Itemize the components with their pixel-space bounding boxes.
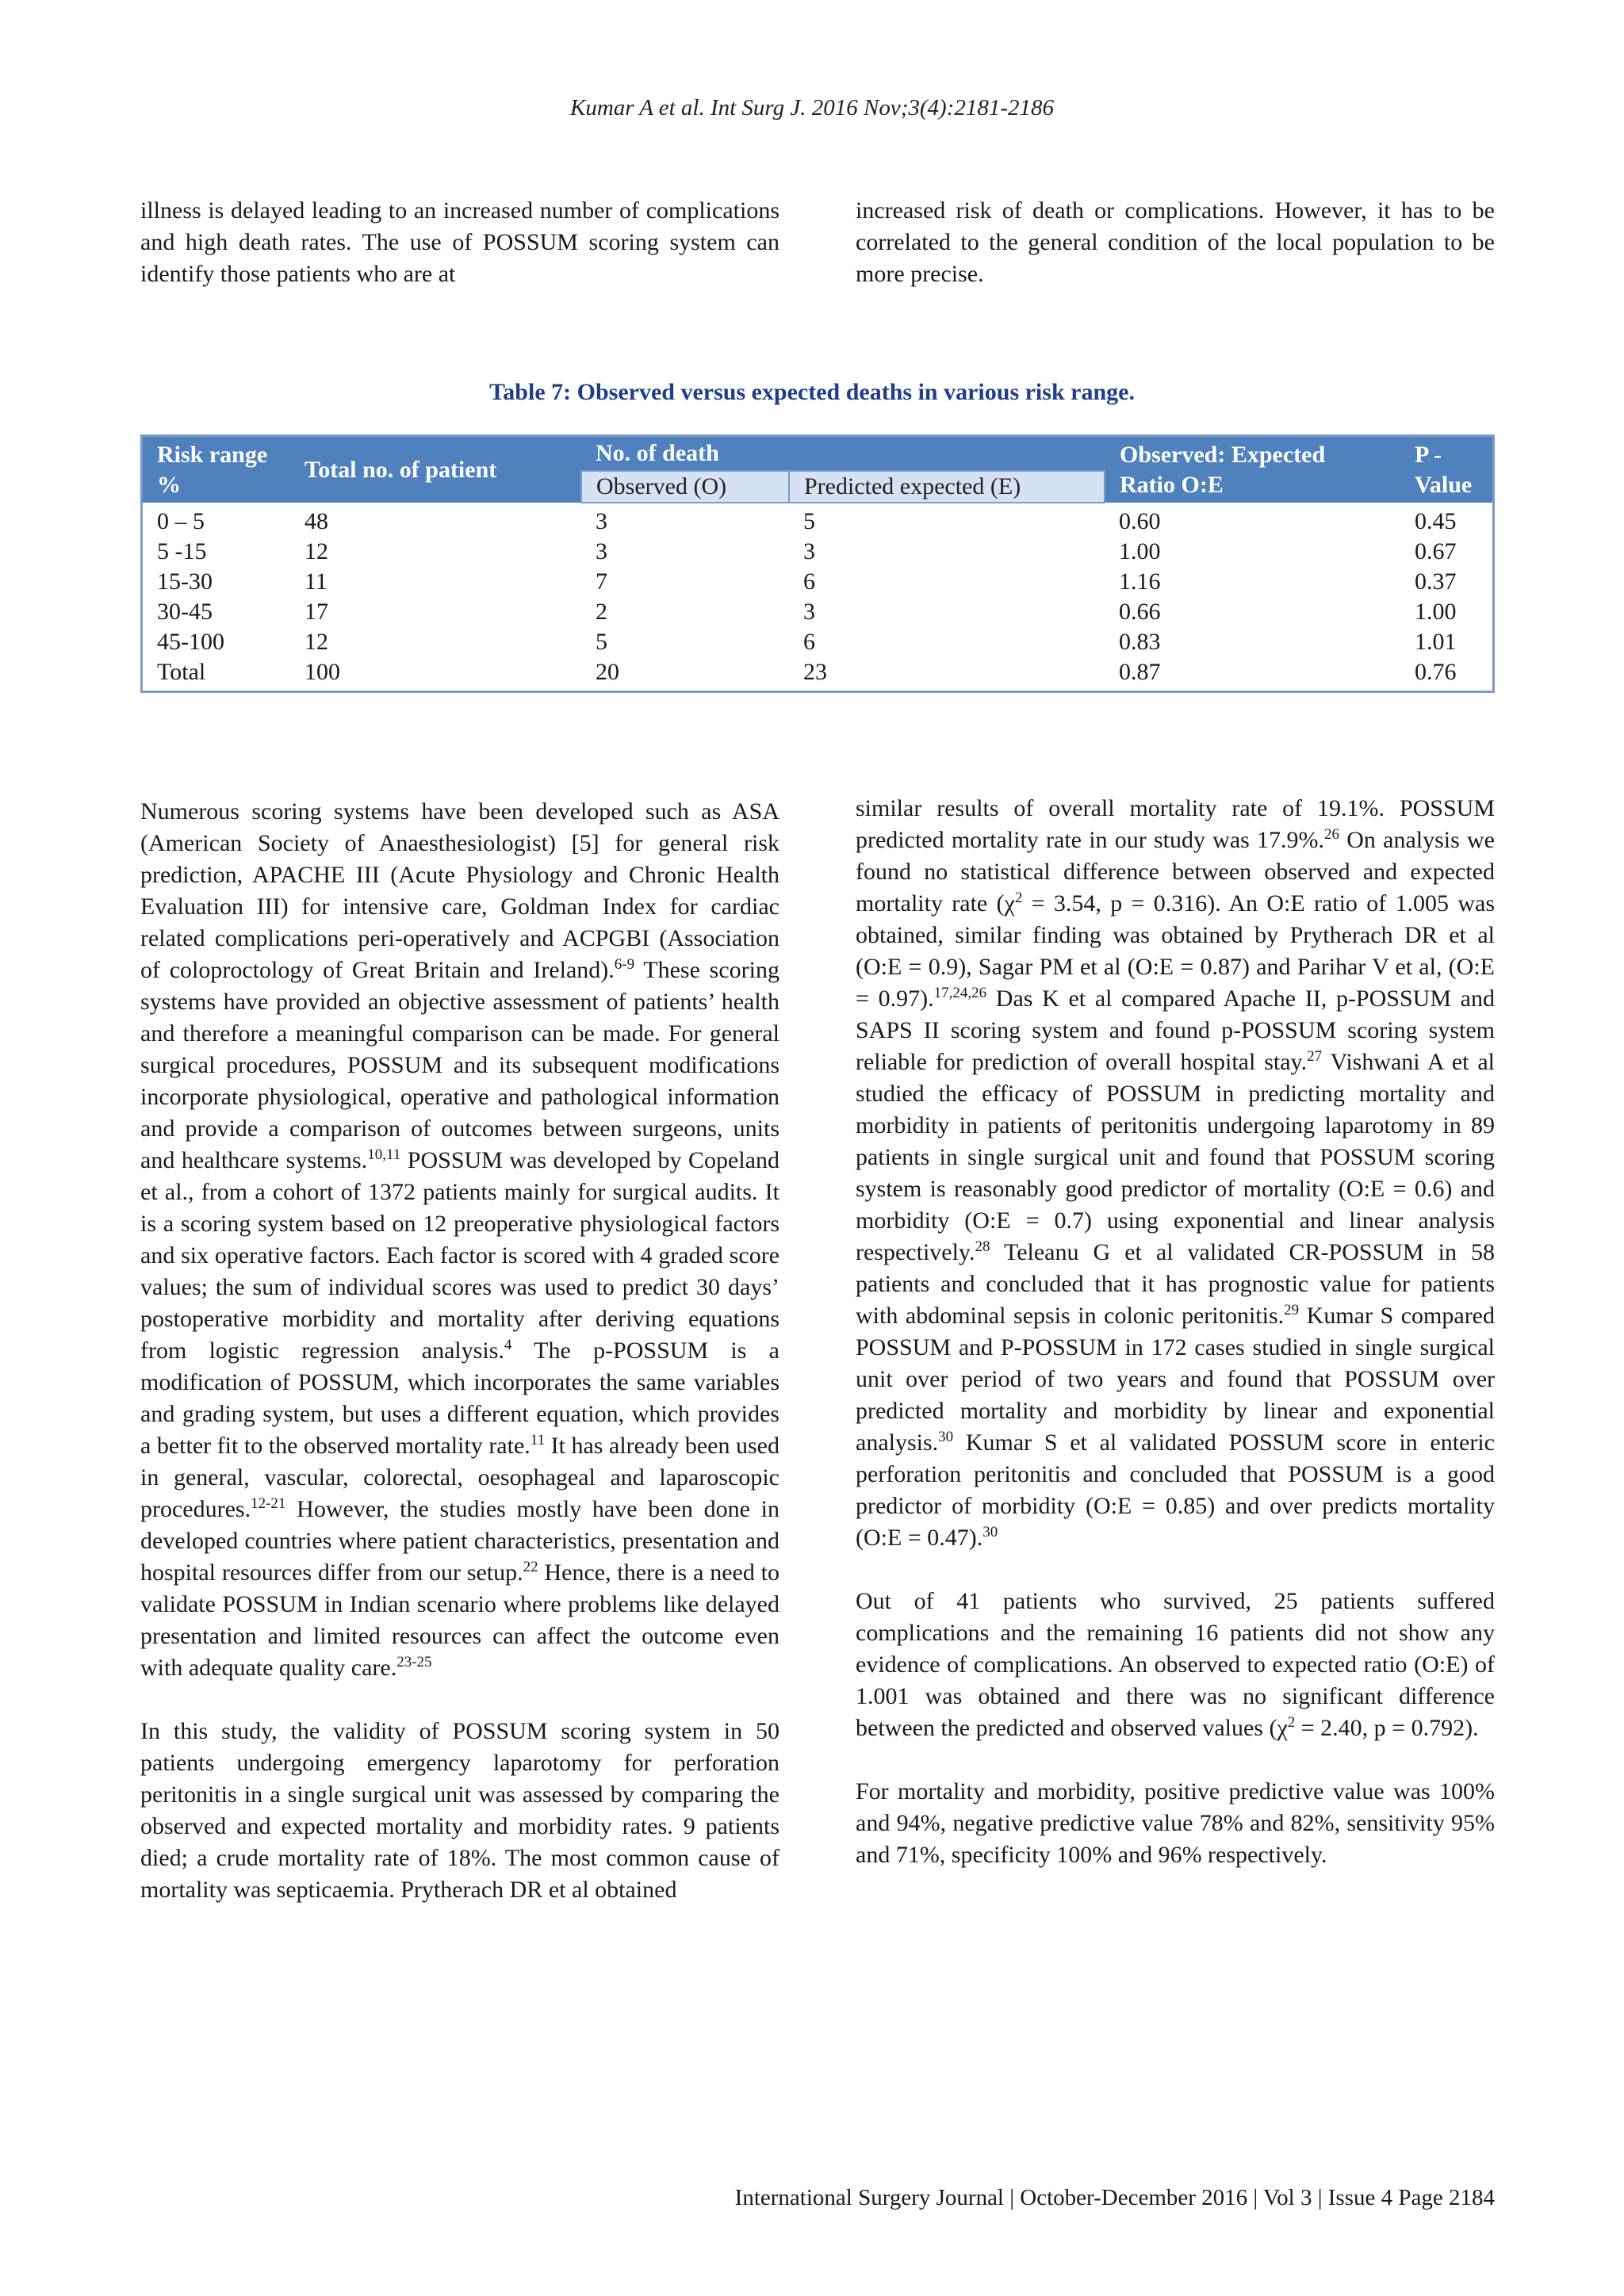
body-left-paragraph-1: [140, 796, 779, 1684]
text-segment: Hence, there is a need to validate POSSUM in Indian scenario where problems like delayed presentation and limited resources can affect the outcome even with adequate quality care.: [140, 1559, 780, 1681]
citation: 11: [530, 1432, 546, 1448]
table-cell-ratio: 0.66: [1119, 599, 1161, 625]
body-right-paragraph-1: [856, 793, 1495, 1554]
table-cell-p-value: 1.00: [1415, 599, 1457, 625]
text-segment: On analysis we found no statistical difference between observed and expected mortality rate (χ: [856, 827, 1495, 916]
citation: 4: [504, 1337, 512, 1353]
table-cell-observed: 3: [596, 508, 607, 534]
body-left-column: [140, 796, 779, 1906]
table-caption: Table 7: Observed versus expected deaths in various risk range.: [489, 379, 1135, 405]
text-segment: POSSUM was developed by Copeland et al., from a cohort of 1372 patients mainly for surgical audits. It is a scoring system based on 12 preoperative physiological factors and six operative factors. Each factor is scored with 4 graded score values; the sum of individual scores was used to predict 30 days’ postoperative morbidity and mortality after deriving equations from logistic regression analysis.: [140, 1147, 779, 1364]
table-cell-predicted: 3: [803, 599, 815, 625]
text-segment: similar results of overall mortality rate of 19.1%. POSSUM predicted mortality rate in our study was 17.9%.: [856, 795, 1495, 853]
table-body: [142, 503, 1494, 692]
table-cell-ratio: 1.00: [1119, 538, 1161, 564]
citation: 30: [982, 1524, 998, 1540]
header-ratio: Observed: Expected Ratio O:E: [1105, 436, 1400, 503]
table-header-row: [142, 436, 1494, 472]
top-left-column: [140, 195, 779, 290]
body-right-column: [856, 793, 1495, 1871]
table-cell-total: 12: [304, 629, 328, 655]
text-segment: = 2.40, p = 0.792).: [1295, 1715, 1479, 1741]
table-cell-risk-range: 0 – 5: [157, 507, 205, 534]
page-footer: International Surgery Journal | October-December 2016 | Vol 3 | Issue 4 Page 2184: [734, 2185, 1495, 2210]
header-p-value: P - Value: [1400, 436, 1494, 503]
table-cell-p-value: 0.76: [1415, 659, 1457, 685]
citation: 6-9: [614, 956, 635, 973]
table-cell-p-value: 0.45: [1415, 507, 1457, 534]
table-row: [142, 537, 1494, 567]
table-cell-total: 100: [304, 659, 340, 685]
text-segment: Out of 41 patients who survived, 25 patients suffered complications and the remaining 16 patients did not show any evidence of complications. An observed to expected ratio (O:E) of 1.001 was obtained and there was no significant difference between the predicted and observed values (χ: [856, 1588, 1495, 1741]
header-predicted: Predicted expected (E): [789, 471, 1105, 503]
header-observed: Observed (O): [581, 471, 789, 503]
table-cell-ratio: 0.87: [1119, 659, 1161, 685]
header-no-of-death: No. of death: [581, 436, 1105, 472]
table-cell-total: 17: [304, 599, 328, 625]
table-cell-predicted: 23: [803, 659, 827, 685]
superscript: 2: [1014, 890, 1023, 906]
table-cell-p-value: 1.01: [1415, 629, 1457, 655]
text-segment: However, the studies mostly have been done in developed countries where patient characteristics, presentation and hospital resources differ from our setup.: [140, 1496, 779, 1586]
citation: 30: [938, 1429, 954, 1445]
text-segment: Kumar S compared POSSUM and P-POSSUM in 172 cases studied in single surgical unit over period of two years and found that POSSUM over predicted mortality and morbidity by linear and exponential analysis.: [856, 1303, 1495, 1456]
table-cell-risk-range: 45-100: [157, 629, 224, 655]
table-cell-p-value: 0.37: [1415, 568, 1457, 595]
table-row: [142, 567, 1494, 597]
citation: 10,11: [367, 1146, 401, 1163]
table-cell-total: 11: [304, 568, 327, 595]
body-left-paragraph-2: In this study, the validity of POSSUM scoring system in 50 patients undergoing emergency laparotomy for perforation peritonitis in a single surgical unit was assessed by comparing the observed and expected mortality and morbidity rates. 9 patients died; a crude mortality rate of 18%. The most common cause of mortality was septicaemia. Prytherach DR et al obtained: [140, 1718, 779, 1903]
text-segment: Teleanu G et al validated CR-POSSUM in 58 patients and concluded that it has prognostic value for patients with abdominal sepsis in colonic peritonitis.: [856, 1239, 1495, 1329]
table-cell-observed: 20: [596, 659, 619, 685]
table-cell-risk-range: 15-30: [157, 568, 213, 595]
table-cell-observed: 5: [596, 629, 607, 655]
citation: 12-21: [251, 1495, 286, 1512]
table-cell-predicted: 6: [803, 629, 815, 655]
table-cell-risk-range: 30-45: [157, 599, 213, 625]
table-row: [142, 503, 1494, 537]
citation: 28: [975, 1238, 990, 1255]
text-segment: = 3.54, p = 0.316). An O:E ratio of 1.005 was obtained, similar finding was obtained by Prytherach DR et al (O:E = 0.9), Sagar PM et al (O:E = 0.87) and Parihar V et al, (O:E = 0.97).: [856, 890, 1495, 1012]
text-segment: Numerous scoring systems have been developed such as ASA (American Society of Anaesthesiologist) [5] for general risk prediction, APACHE III (Acute Physiology and Chronic Health Evaluation III) for intensive care, Goldman Index for cardiac related complications peri-operatively and ACPGBI (Association of coloproctology of Great Britain and Ireland).: [140, 798, 779, 983]
table-cell-ratio: 0.83: [1119, 629, 1161, 655]
table-cell-observed: 2: [596, 599, 607, 625]
top-right-column: [856, 195, 1495, 290]
table-cell-predicted: 6: [803, 568, 815, 595]
citation: 29: [1284, 1302, 1300, 1318]
header-total-patients: Total no. of patient: [290, 436, 581, 503]
table-cell-observed: 7: [596, 568, 607, 595]
citation: 23-25: [396, 1654, 432, 1670]
header-risk-range: Risk range %: [142, 436, 291, 503]
text-segment: These scoring systems have provided an objective assessment of patients’ health and therefore a meaningful comparison can be made. For general surgical procedures, POSSUM and its subsequent modifications incorporate physiological, operative and pathological information and provide a comparison of outcomes between surgeons, units and healthcare systems.: [140, 957, 779, 1173]
running-head: Kumar A et al. Int Surg J. 2016 Nov;3(4):2181-2186: [569, 95, 1055, 121]
text-segment: The p-POSSUM is a modification of POSSUM, which incorporates the same variables and grading system, but uses a different equation, which provides a better fit to the observed mortality rate.: [140, 1337, 779, 1459]
table-cell-risk-range: Total: [157, 659, 206, 685]
table-cell-total: 48: [304, 507, 328, 534]
text-segment: It has already been used in general, vascular, colorectal, oesophageal and laparoscopic procedures.: [140, 1433, 779, 1522]
body-right-paragraph-2: [856, 1586, 1495, 1744]
risk-table: [140, 434, 1495, 693]
table-row: [142, 657, 1494, 692]
text-segment: Kumar S et al validated POSSUM score in enteric perforation peritonitis and concluded that POSSUM is a good predictor of morbidity (O:E = 0.85) and over predicts mortality (O:E = 0.47).: [856, 1429, 1495, 1551]
text-segment: Das K et al compared Apache II, p-POSSUM and SAPS II scoring system and found p-POSSUM scoring system reliable for prediction of overall hospital stay.: [856, 985, 1495, 1075]
top-right-paragraph: increased risk of death or complications. However, it has to be correlated to the general condition of the local population to be more precise.: [856, 197, 1495, 287]
body-right-paragraph-3: For mortality and morbidity, positive predictive value was 100% and 94%, negative predictive value 78% and 82%, sensitivity 95% and 71%, specificity 100% and 96% respectively.: [856, 1778, 1495, 1868]
table-row: [142, 597, 1494, 627]
table-cell-total: 12: [304, 538, 328, 564]
table-cell-p-value: 0.67: [1415, 538, 1457, 564]
table-cell-risk-range: 5 -15: [157, 538, 207, 564]
citation: 17,24,26: [933, 985, 987, 1001]
citation: 22: [523, 1559, 538, 1575]
table-cell-predicted: 5: [803, 508, 815, 534]
table-row: [142, 627, 1494, 657]
superscript: 2: [1287, 1714, 1296, 1731]
citation: 27: [1307, 1048, 1323, 1065]
text-segment: Vishwani A et al studied the efficacy of POSSUM in predicting mortality and morbidity in patients of peritonitis undergoing laparotomy in 89 patients in single surgical unit and found that POSSUM scoring system is reasonably good predictor of mortality (O:E = 0.6) and morbidity (O:E = 0.7) using exponential and linear analysis respectively.: [856, 1049, 1495, 1265]
table-cell-observed: 3: [596, 538, 607, 564]
table-cell-ratio: 0.60: [1119, 507, 1161, 534]
table-cell-ratio: 1.16: [1119, 568, 1161, 595]
citation: 26: [1324, 826, 1340, 843]
top-left-paragraph: illness is delayed leading to an increased number of complications and high death rates. The use of POSSUM scoring system can identify those patients who are at: [140, 197, 779, 287]
table-cell-predicted: 3: [803, 538, 815, 564]
